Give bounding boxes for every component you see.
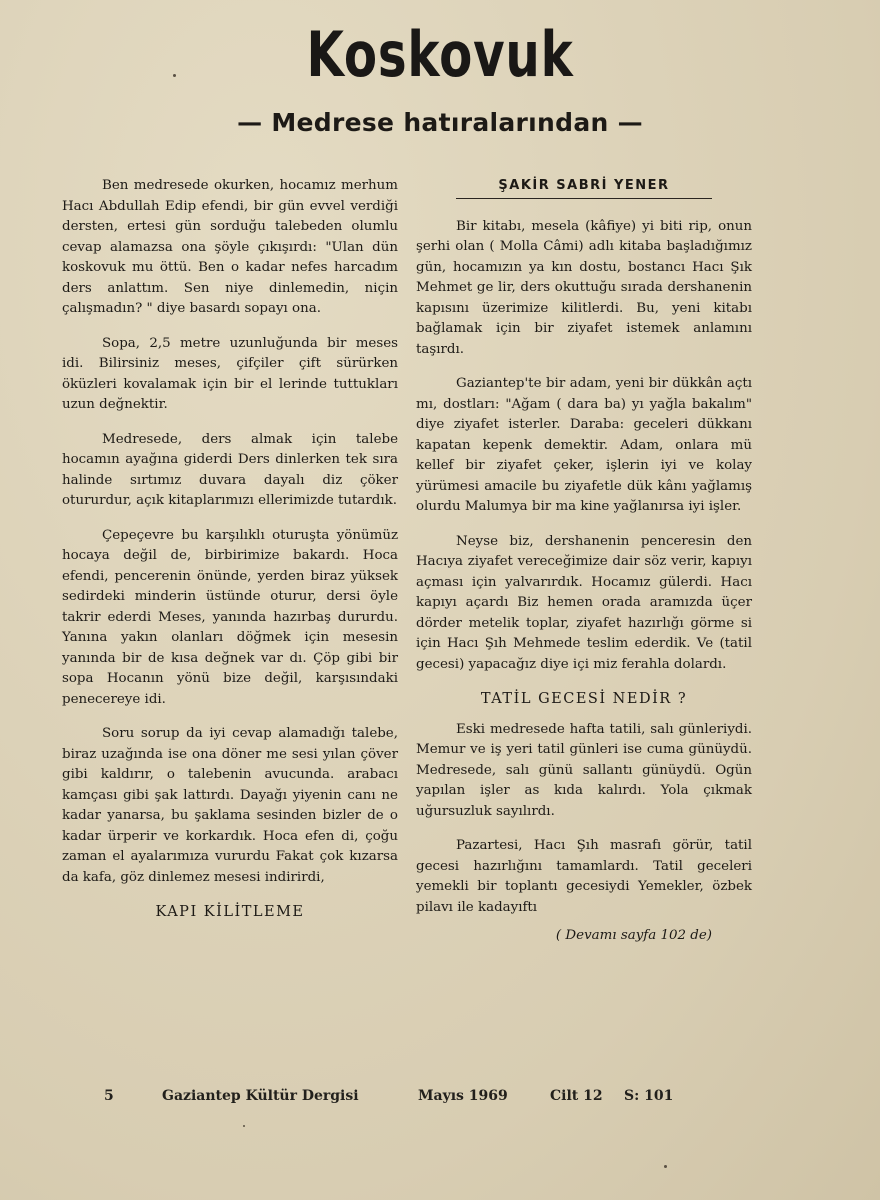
paper-speck [243,1125,245,1127]
article-paragraph: Neyse biz, dershanenin penceresin den Hacıya ziyafet vereceğimize dair söz verir, kapıyı açması için yalvarırdık. Hocamız gülerdi. Hacı kapıyı açardı Biz hemen orada aramızda üçer dörder metelik toplar, ziyafet hazırlığı görme si için Hacı Şıh Mehmede teslim ederdik. Ve (tatil gecesi) yapacağız diye içi miz ferahla dolardı. [416,533,752,672]
continued-note: ( Devamı sayfa 102 de) [555,928,712,943]
paper-speck [664,1165,667,1168]
section-heading-kapi-kilitleme: KAPI KİLİTLEME [155,904,305,920]
article-paragraph: Eski medresede hafta tatili, salı günleriydi. Memur ve iş yeri tatil günleri ise cuma günüydü. Medresede, salı günü sallantı günüydü. Ogün yapılan işler as kıda kalırdı. Yola çıkmak uğursuzluk sayılırdı. [416,721,752,819]
paper-speck [173,74,176,77]
page-number: 5 [104,1088,114,1104]
author-byline: ŞAKİR SABRİ YENER [456,176,712,199]
issue-date: Mayıs 1969 [418,1088,508,1104]
article-paragraph: Gaziantep'te bir adam, yeni bir dükkân açtı mı, dostları: "Ağam ( dara ba) yı yağla bakalım" diye ziyafet isterler. Daraba: geceleri dükkanı kapatan kepenk demektir. Adam, onlara mü kellef bir ziyafet çeker, işlerin iyi ve kolay yürümesi amacile bu ziyafetle dük kânı yağlamış olurdu Malumya bir ma kine yağlanırsa iyi işler. [416,376,752,514]
issue-number: S: 101 [624,1088,674,1104]
article-paragraph: Soru sorup da iyi cevap alamadığı talebe, biraz uzağında ise ona döner me sesi yılan çöver gibi kaldırır, o talebenin avucunda. arabacı kamçası gibi şak lattırdı. Dayağı yiyenin canı ne kadar yanarsa, bu şaklama sesinden bizler de o kadar ürperir ve korkardık. Hoca efen di, çoğu zaman el ayalarımıza vururdu Fakat çok kızarsa da kafa, göz dinlemez mesesi indirirdi, [62,726,398,885]
article-paragraph: Medresede, ders almak için talebe hocamın ayağına giderdi Ders dinlerken tek sıra halinde sırtımız duvara dayalı diz çöker otururdur, açık kitaplarımızı ellerimizde tutardık. [62,431,398,508]
article-paragraph: Çepeçevre bu karşılıklı oturuşta yönümüz hocaya değil de, birbirimize bakardı. Hoca efendi, pencerenin önünde, yerden biraz yüksek sedirdeki minderin üstünde oturur, dersi öyle takrir ederdi Meses, yanında hazırbaş dururdu. Yanına yakın olanları döğmek için mesesin yanında bir de kısa değnek var dı. Çöp gibi bir sopa Hocanın yönü bize değil, karşısındaki penecereye idi. [62,527,398,707]
masthead-title: Koskovuk [306,18,574,91]
left-column [62,176,398,933]
article-paragraph: Sopa, 2,5 metre uzunluğunda bir meses idi. Bilirsiniz meses, çifçiler çift sürürken öküzleri kovalamak için bir el lerinde tuttukları uzun değnektir. [62,335,398,412]
article-subtitle: — Medrese hatıralarından — [237,108,643,137]
article-paragraph: Ben medresede okurken, hocamız merhum Hacı Abdullah Edip efendi, bir gün evvel verdiği dersten, ertesi gün sorduğu talebeden olumlu cevap alamazsa ona şöyle çıkışırdı: "Ulan dün koskovuk mu öttü. Ben o kadar nefes harcadım ders anlattım. Sen niye dinlemedin, niçin çalışmadın? " diye basardı sopayı ona. [62,178,398,316]
article-paragraph: Pazartesi, Hacı Şıh masrafı görür, tatil gecesi hazırlığını tamamlardı. Tatil geceleri yemekli bir toplantı gecesiydi Yemekler, özbek pilavı ile kadayıftı [416,838,752,915]
volume-number: Cilt 12 [550,1088,603,1104]
journal-name: Gaziantep Kültür Dergisi [162,1088,359,1104]
right-column [416,176,752,947]
article-paragraph: Bir kitabı, mesela (kâfiye) yi biti rip, onun şerhi olan ( Molla Câmi) adlı kitaba başladığımız gün, hocamızın ya kın dostu, bostancı Hacı Şık Mehmet ge lir, ders okuttuğu sırada dershanenin kapısını üzerimize kilitlerdi. Bu, yeni kitabı bağlamak için bir ziyafet istemek anlamını taşırdı. [416,218,752,357]
section-heading-tatil-gecesi: TATİL GECESİ NEDİR ? [480,691,688,707]
